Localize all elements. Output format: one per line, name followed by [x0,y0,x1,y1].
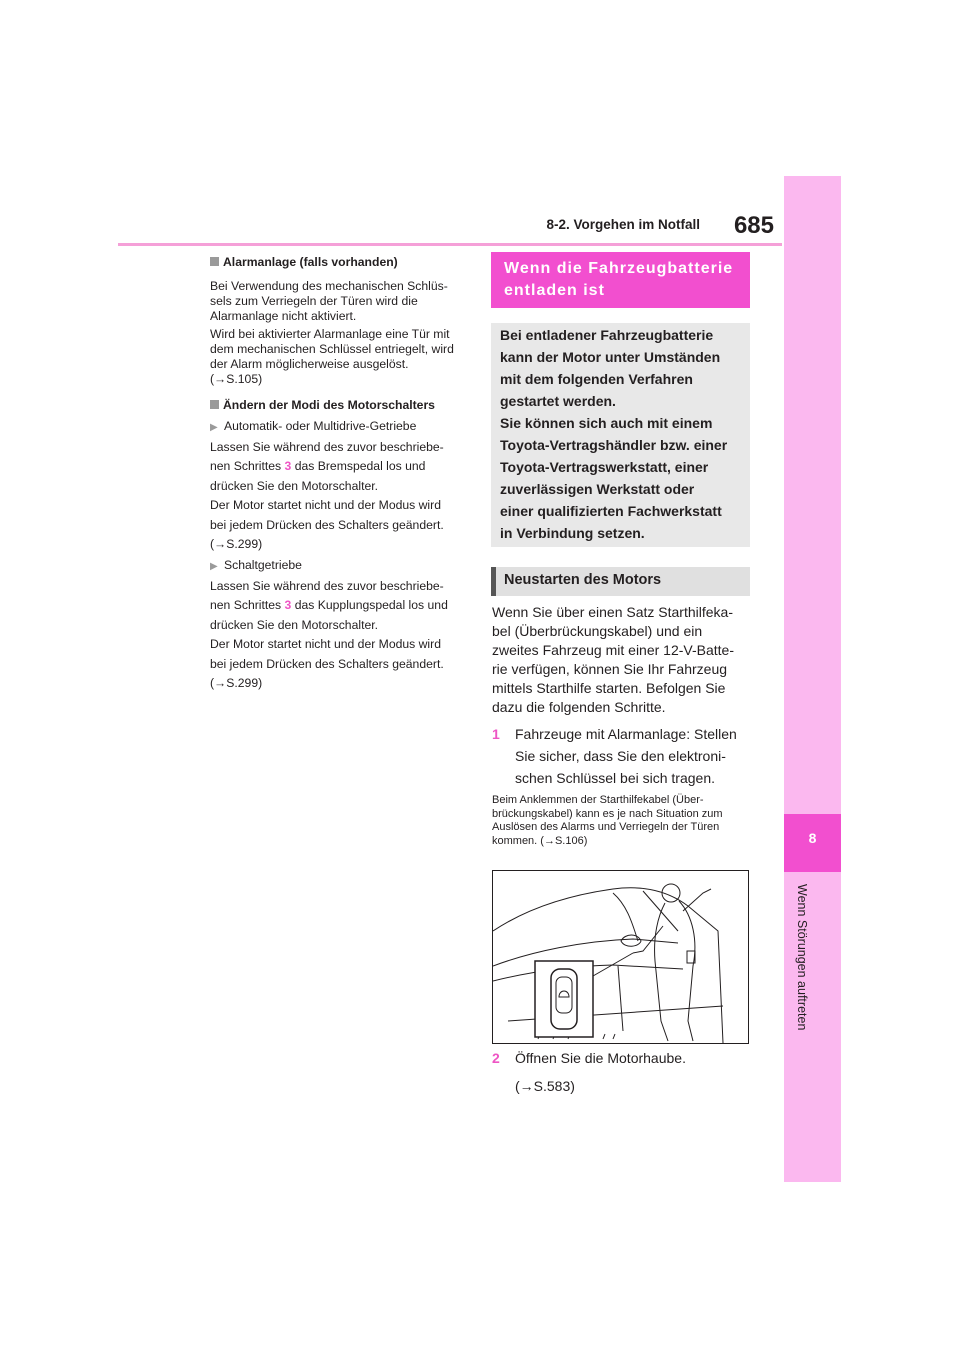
subsection-title: Neustarten des Motors [504,572,662,588]
step-2-number: 2 [492,1050,500,1066]
section-title: 8-2. Vorgehen im Notfall [546,217,700,232]
alarm-page-ref: (→S.105) [210,372,263,386]
step-number-ref: 3 [284,598,292,612]
manual-transmission-title: ▶ Schaltgetriebe [210,556,470,577]
auto-transmission-title: ▶ Automatik- oder Multidrive-Getriebe [210,417,470,438]
modes-heading: Ändern der Modi des Motorschalters [210,398,470,413]
info-box-text: Bei entladener Fahrzeugbatterie kann der Motor unter Umständen mit dem folgenden Verfahren gestartet werden. Sie können sich auch mit einem Toyota-Vertragshändler bzw. einer Toyota-Vertragswerkstatt, einer zuverlässigen Werkstatt oder einer qualifizierten Fachwerkstatt in Verbindung setzen. [500,327,728,541]
square-bullet-icon [210,257,219,266]
auto-page-ref: (→S.299) [210,537,263,551]
alarm-heading: Alarmanlage (falls vorhanden) [210,255,470,270]
chapter-number: 8 [808,830,817,846]
triangle-bullet-icon: ▶ [210,422,218,433]
alarm-paragraph-1: Bei Verwendung des mechanischen Schlüs- sels zum Verriegeln der Türen wird die Alarmanlage nicht aktiviert. [210,279,448,323]
chapter-title: Wenn Störungen auftreten [795,884,809,1031]
car-key-illustration [492,870,749,1044]
header-divider [118,243,782,246]
auto-transmission-block: ▶ Automatik- oder Multidrive-Getriebe Lassen Sie während des zuvor beschriebe- nen Schrittes 3 das Bremspedal los und drücken Sie den Motorschalter. Der Motor startet nicht und der Modus wird bei jedem Drücken des Schalters geändert. (→S.299) [210,417,470,555]
page-number: 685 [733,212,774,239]
intro-paragraph: Wenn Sie über einen Satz Starthilfeka- bel (Überbrückungskabel) und ein zweites Fahrzeug mit einer 12-V-Batte- rie verfügen, können Sie Ihr Fahrzeug mittels Starthilfe starten. Befolgen Sie dazu die folgenden Schritte. [492,604,734,715]
step-1-number: 1 [492,726,500,742]
car-with-person-drawing [493,871,748,1043]
step-number-ref: 3 [284,459,292,473]
alarm-paragraph-2: Wird bei aktivierter Alarmanlage eine Tür mit dem mechanischen Schlüssel entriegelt, wird der Alarm möglicherweise ausgelöst. (→S.105) [210,327,454,386]
triangle-bullet-icon: ▶ [210,561,218,572]
step-2-page-ref: (→S.583) [515,1078,575,1094]
step-1: 1 Fahrzeuge mit Alarmanlage: Stellen Sie sicher, dass Sie den elektroni- schen Schlüssel bei sich tragen. [492,723,752,789]
step-2: 2 Öffnen Sie die Motorhaube. (→S.583) [492,1048,752,1097]
square-bullet-icon [210,400,219,409]
manual-transmission-block: ▶ Schaltgetriebe Lassen Sie während des zuvor beschriebe- nen Schrittes 3 das Kupplungspedal los und drücken Sie den Motorschalter. Der Motor startet nicht und der Modus wird bei jedem Drücken des Schalters geändert. (→S.299) [210,556,470,694]
section-header-title: Wenn die Fahrzeugbatterie entladen ist [504,260,734,299]
note-paragraph: Beim Anklemmen der Starthilfekabel (Über- brückungskabel) kann es je nach Situation zum Auslösen des Alarms und Verriegeln der Türen kommen. (→S.106) [492,794,723,847]
manual-page-ref: (→S.299) [210,676,263,690]
